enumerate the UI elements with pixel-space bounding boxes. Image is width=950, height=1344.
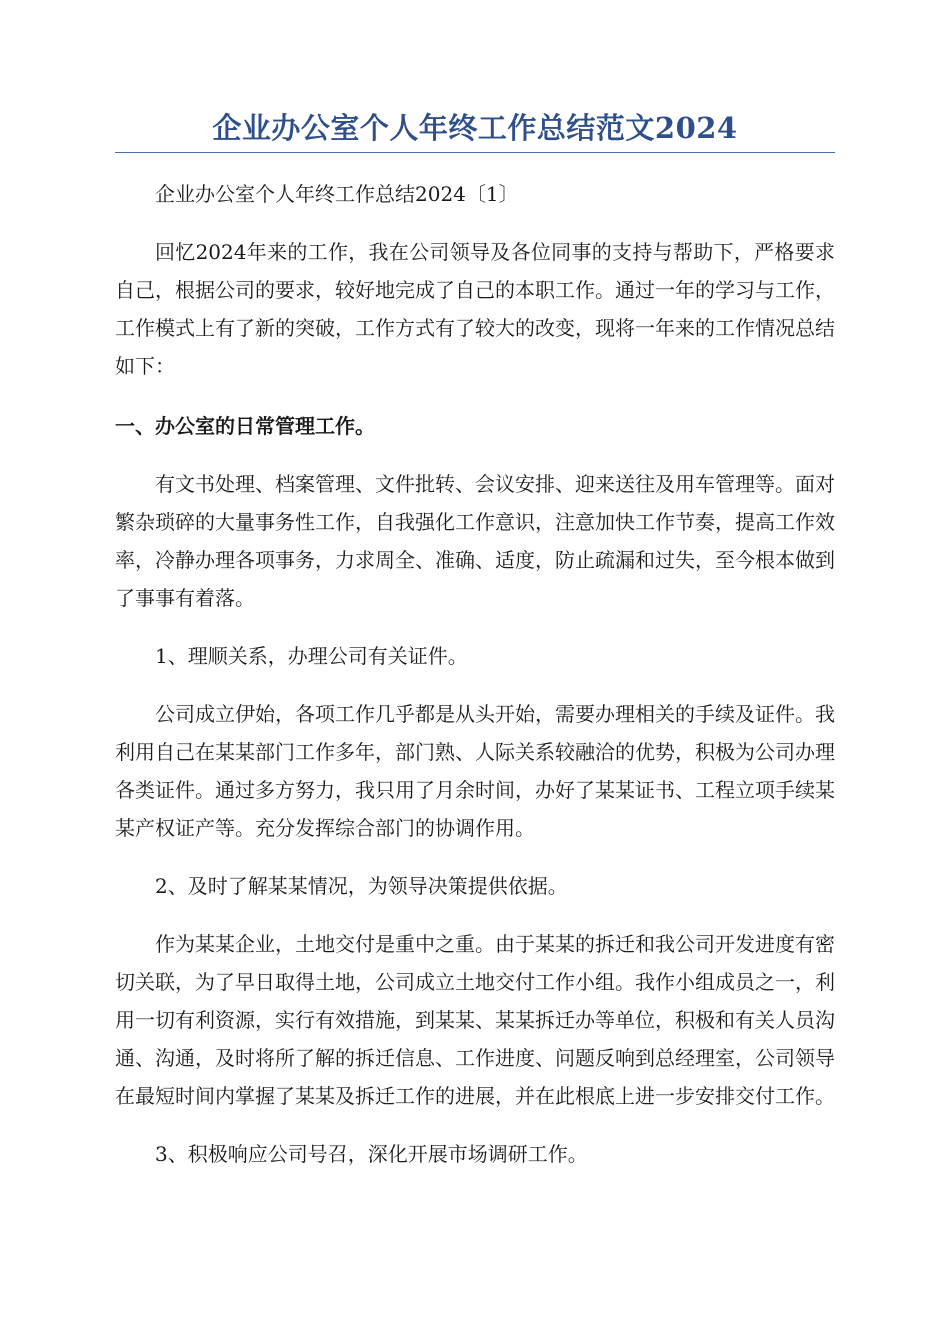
document-title: 企业办公室个人年终工作总结范文2024 (212, 111, 738, 145)
item-2-heading: 2、及时了解某某情况，为领导决策提供依据。 (155, 874, 568, 898)
title-underline (115, 152, 835, 153)
section-1-body: 有文书处理、档案管理、文件批转、会议安排、迎来送往及用车管理等。面对繁杂琐碎的大量事务性工作，自我强化工作意识，注意加快工作节奏，提高工作效率，冷静办理各项事务，力求周全、准确、适度，防止疏漏和过失，至今根本做到了事事有着落。 (115, 472, 835, 610)
document-page (115, 108, 835, 1173)
item-1-heading: 1、理顺关系，办理公司有关证件。 (155, 644, 468, 668)
item-3-heading: 3、积极响应公司号召，深化开展市场调研工作。 (155, 1142, 588, 1166)
intro-paragraph: 回忆2024年来的工作，我在公司领导及各位同事的支持与帮助下，严格要求自己，根据公司的要求，较好地完成了自己的本职工作。通过一年的学习与工作，工作模式上有了新的突破，工作方式有了较大的改变，现将一年来的工作情况总结如下： (115, 240, 835, 378)
section-1-heading: 一、办公室的日常管理工作。 (115, 414, 375, 438)
item-1-body: 公司成立伊始，各项工作几乎都是从头开始，需要办理相关的手续及证件。我利用自己在某某部门工作多年，部门熟、人际关系较融洽的优势，积极为公司办理各类证件。通过多方努力，我只用了月余时间，办好了某某证书、工程立项手续某某产权证产等。充分发挥综合部门的协调作用。 (115, 702, 835, 840)
item-2-body: 作为某某企业，土地交付是重中之重。由于某某的拆迁和我公司开发进度有密切关联，为了早日取得土地，公司成立土地交付工作小组。我作小组成员之一，利用一切有利资源，实行有效措施，到某某、某某拆迁办等单位，积极和有关人员沟通、沟通，及时将所了解的拆迁信息、工作进度、问题反响到总经理室，公司领导在最短时间内掌握了某某及拆迁工作的进展，并在此根底上进一步安排交付工作。 (115, 932, 835, 1108)
document-subtitle: 企业办公室个人年终工作总结2024〔1〕 (155, 182, 519, 206)
